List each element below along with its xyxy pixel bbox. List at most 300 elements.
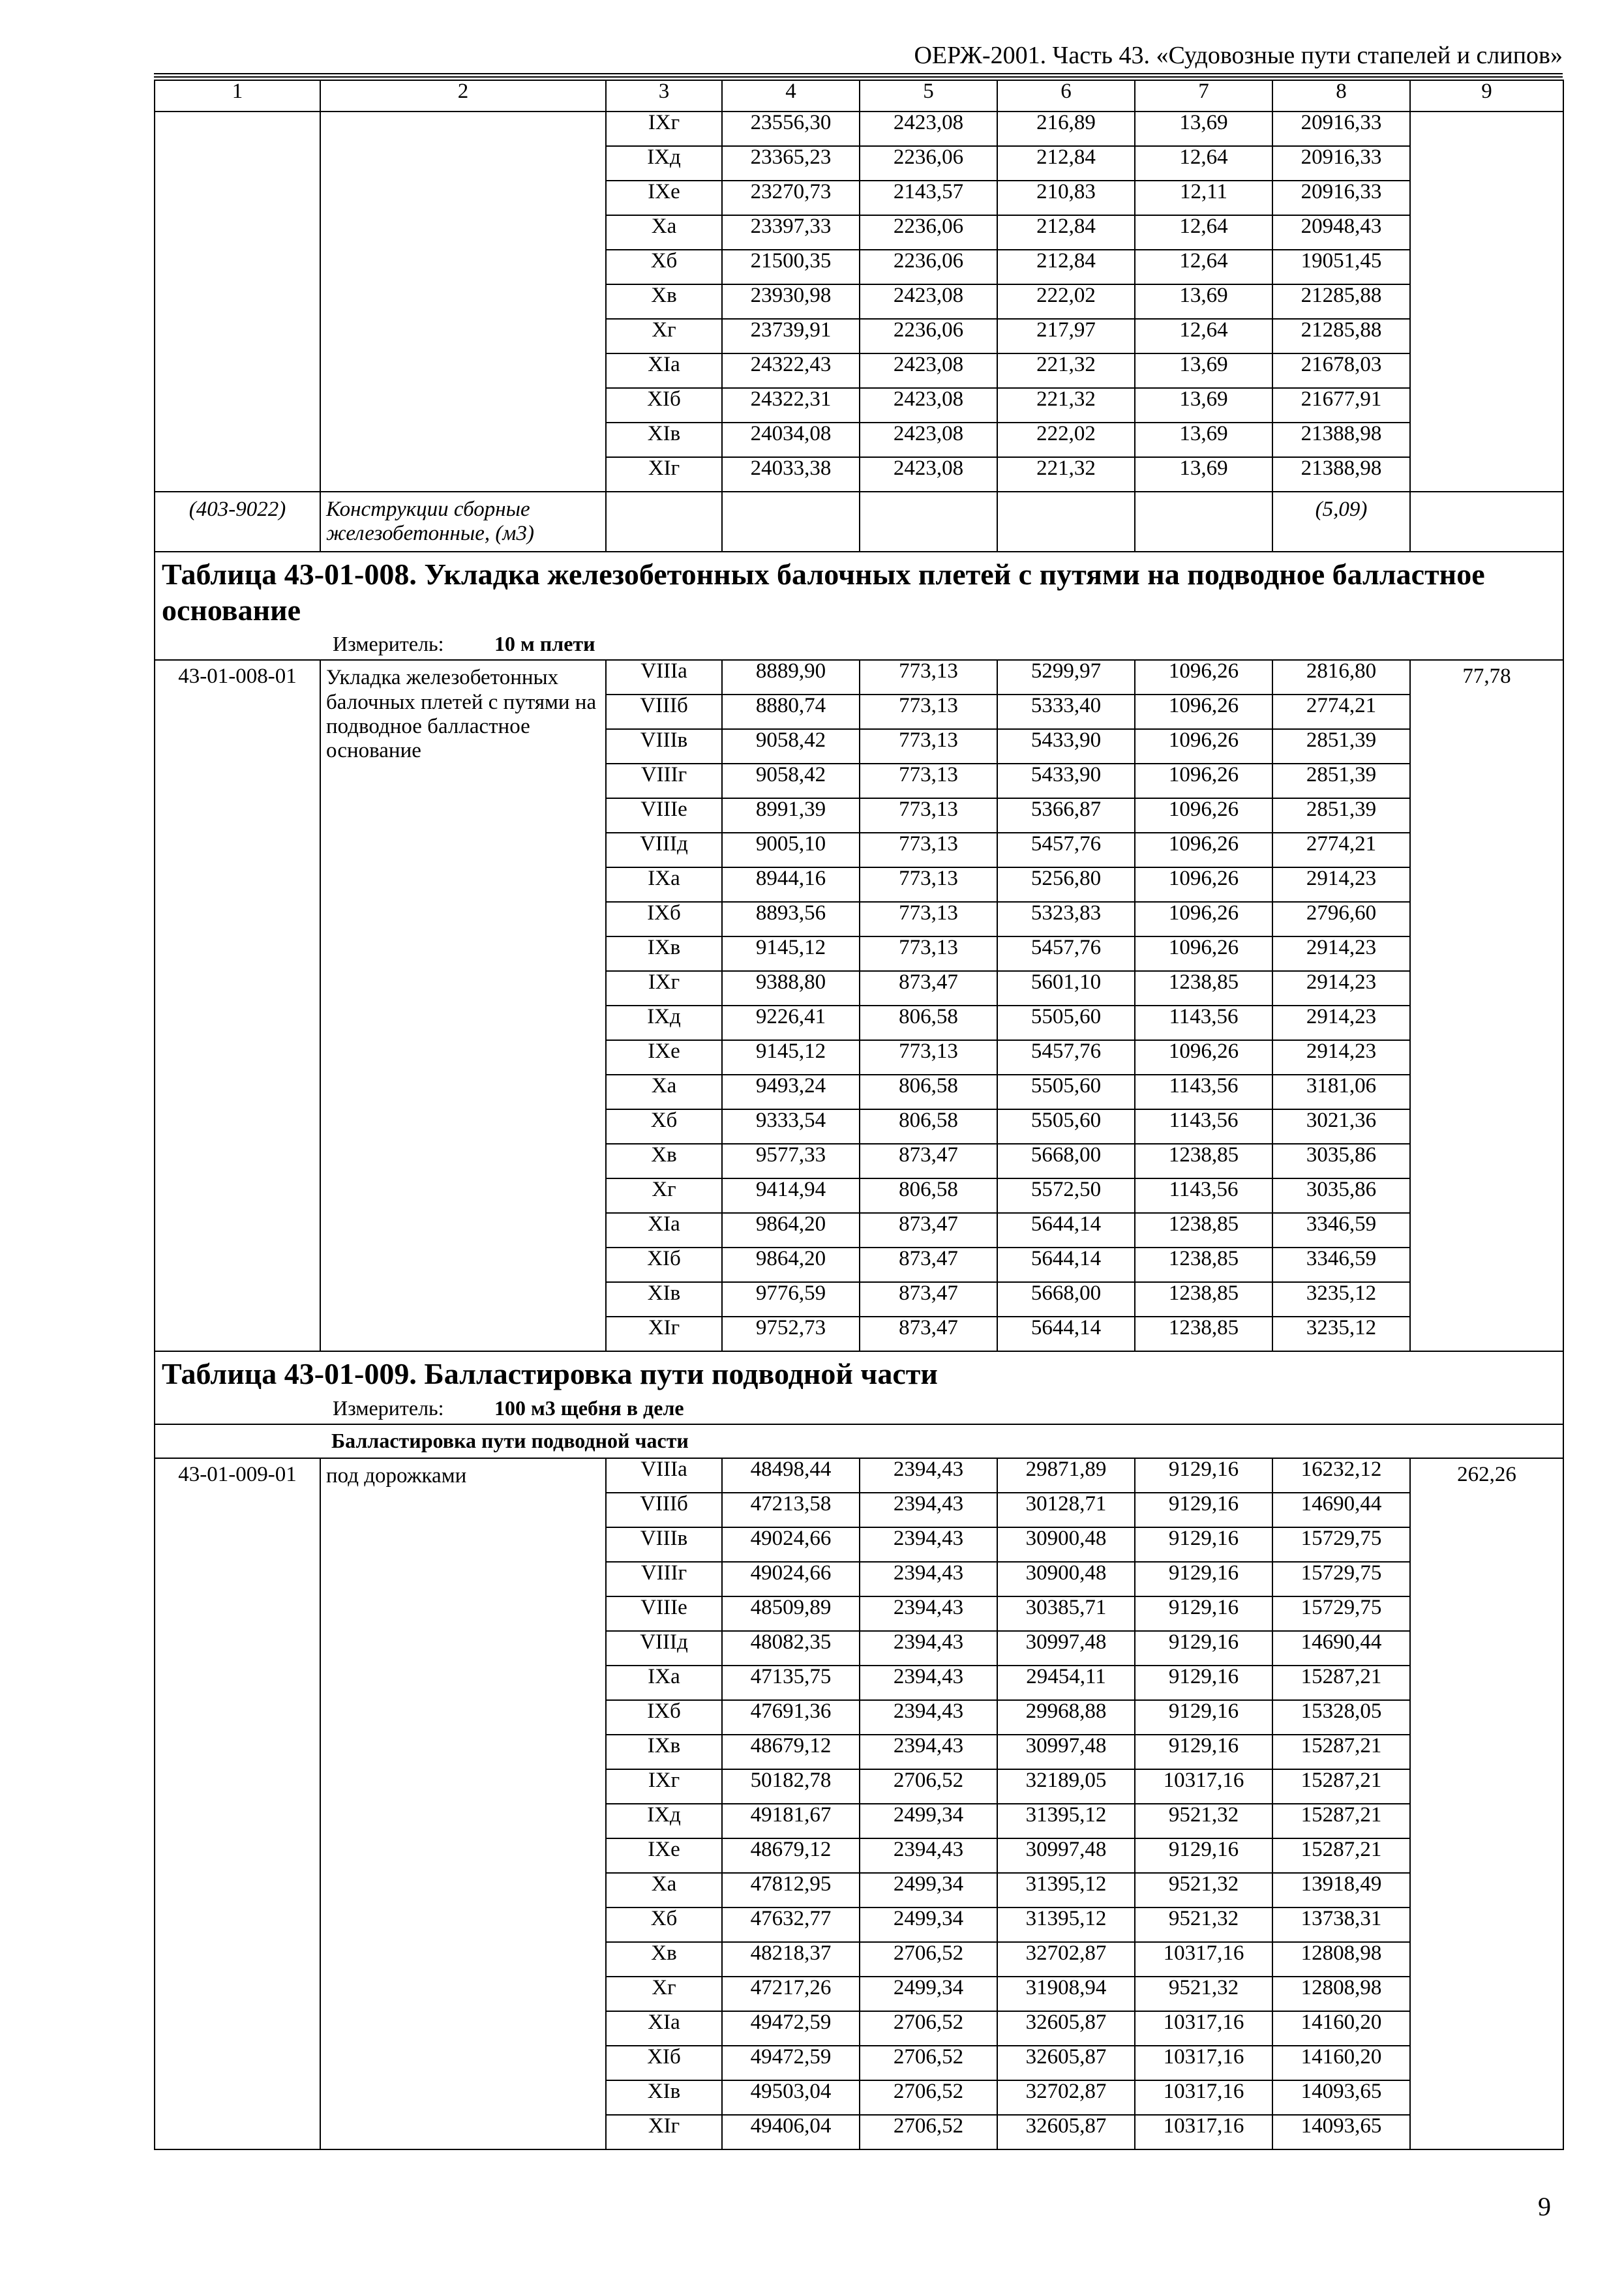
empty-cell [1410, 492, 1563, 552]
value-cell: 29454,11 [997, 1666, 1135, 1700]
value-cell: 222,02 [997, 284, 1135, 319]
value-cell: 222,02 [997, 423, 1135, 457]
value-cell: 9388,80 [722, 971, 860, 1006]
value-cell: 2774,21 [1272, 695, 1410, 729]
value-cell: 3346,59 [1272, 1213, 1410, 1248]
value-cell: 13,69 [1135, 112, 1272, 146]
value-cell: 23739,91 [722, 319, 860, 353]
value-cell: 806,58 [860, 1109, 997, 1144]
value-cell: 9005,10 [722, 833, 860, 867]
value-cell: 3021,36 [1272, 1109, 1410, 1144]
value-cell: 13,69 [1135, 353, 1272, 388]
zone-cell: IXг [606, 971, 722, 1006]
value-cell: 9058,42 [722, 764, 860, 798]
value-cell: 16232,12 [1272, 1458, 1410, 1493]
value-cell: 48679,12 [722, 1838, 860, 1873]
value-cell: 32605,87 [997, 2046, 1135, 2080]
value-cell: 20948,43 [1272, 215, 1410, 250]
value-cell: 773,13 [860, 1040, 997, 1075]
value-cell: 5256,80 [997, 867, 1135, 902]
value-cell: 21388,98 [1272, 423, 1410, 457]
value-cell: 1143,56 [1135, 1178, 1272, 1213]
code-cell: 43-01-009-01 [155, 1458, 320, 2149]
resource-name: Конструкции сборные железобетонные, (м3) [320, 492, 606, 552]
value-cell: 49181,67 [722, 1804, 860, 1838]
value-cell: 2423,08 [860, 284, 997, 319]
value-cell: 12,64 [1135, 215, 1272, 250]
zone-cell: VIIIа [606, 660, 722, 695]
value-cell: 13738,31 [1272, 1908, 1410, 1942]
zone-cell: XIг [606, 1317, 722, 1351]
value-cell: 12,64 [1135, 250, 1272, 284]
column-number: 7 [1135, 80, 1272, 112]
value-cell: 14093,65 [1272, 2080, 1410, 2115]
value-cell: 12,64 [1135, 319, 1272, 353]
value-cell: 3346,59 [1272, 1248, 1410, 1282]
value-cell: 773,13 [860, 867, 997, 902]
value-cell: 1238,85 [1135, 1282, 1272, 1317]
zone-cell: IXд [606, 1006, 722, 1040]
table-row [155, 660, 1563, 695]
value-cell: 5505,60 [997, 1006, 1135, 1040]
value-cell: 9058,42 [722, 729, 860, 764]
value-cell: 23270,73 [722, 181, 860, 215]
value-cell: 48082,35 [722, 1631, 860, 1666]
subtitle-row [155, 1424, 1563, 1458]
resource-value: (5,09) [1272, 492, 1410, 552]
value-cell: 20916,33 [1272, 112, 1410, 146]
value-cell: 1238,85 [1135, 971, 1272, 1006]
value-cell: 13918,49 [1272, 1873, 1410, 1908]
value-cell: 15287,21 [1272, 1804, 1410, 1838]
value-cell: 212,84 [997, 215, 1135, 250]
zone-cell: XIа [606, 1213, 722, 1248]
zone-cell: IXе [606, 181, 722, 215]
zone-cell: IXб [606, 1700, 722, 1735]
zone-cell: IXа [606, 867, 722, 902]
value-cell: 49024,66 [722, 1562, 860, 1596]
value-cell: 5668,00 [997, 1144, 1135, 1178]
value-cell: 13,69 [1135, 284, 1272, 319]
value-cell: 212,84 [997, 250, 1135, 284]
value-cell: 8944,16 [722, 867, 860, 902]
value-cell: 1096,26 [1135, 764, 1272, 798]
zone-cell: IXе [606, 1040, 722, 1075]
empty-cell [860, 492, 997, 552]
value-cell: 48498,44 [722, 1458, 860, 1493]
value-cell: 2394,43 [860, 1527, 997, 1562]
value-cell: 29968,88 [997, 1700, 1135, 1735]
value-cell: 2394,43 [860, 1838, 997, 1873]
value-cell: 873,47 [860, 971, 997, 1006]
value-cell: 24322,31 [722, 388, 860, 423]
value-cell: 773,13 [860, 936, 997, 971]
value-cell: 9521,32 [1135, 1908, 1272, 1942]
value-cell: 2914,23 [1272, 867, 1410, 902]
value-cell: 2851,39 [1272, 798, 1410, 833]
value-cell: 212,84 [997, 146, 1135, 181]
zone-cell: VIIIе [606, 1596, 722, 1631]
zone-cell: IXг [606, 112, 722, 146]
value-cell: 23365,23 [722, 146, 860, 181]
value-cell: 806,58 [860, 1006, 997, 1040]
value-cell: 9129,16 [1135, 1666, 1272, 1700]
value-cell: 9333,54 [722, 1109, 860, 1144]
value-cell: 5333,40 [997, 695, 1135, 729]
value-cell: 32702,87 [997, 1942, 1135, 1977]
value-cell: 5668,00 [997, 1282, 1135, 1317]
zone-cell: IXе [606, 1838, 722, 1873]
value-cell: 3235,12 [1272, 1282, 1410, 1317]
value-cell: 773,13 [860, 902, 997, 936]
value-cell: 2774,21 [1272, 833, 1410, 867]
value-cell: 210,83 [997, 181, 1135, 215]
value-cell: 2423,08 [860, 423, 997, 457]
value-cell: 12808,98 [1272, 1977, 1410, 2011]
value-cell: 9129,16 [1135, 1493, 1272, 1527]
table-title: Таблица 43-01-008. Укладка железобетонных балочных плетей с путями на подводное балластное основание [162, 558, 1485, 627]
zone-cell: Xб [606, 1109, 722, 1144]
zone-cell: XIб [606, 1248, 722, 1282]
value-cell: 5457,76 [997, 833, 1135, 867]
column-number: 1 [155, 80, 320, 112]
zone-cell: VIIIе [606, 798, 722, 833]
value-cell: 1096,26 [1135, 1040, 1272, 1075]
value-cell: 1096,26 [1135, 729, 1272, 764]
value-cell: 3181,06 [1272, 1075, 1410, 1109]
value-cell: 47213,58 [722, 1493, 860, 1527]
value-cell: 9129,16 [1135, 1838, 1272, 1873]
zone-cell: IXд [606, 146, 722, 181]
empty-cell [722, 492, 860, 552]
value-cell: 5433,90 [997, 764, 1135, 798]
value-cell: 873,47 [860, 1144, 997, 1178]
value-cell: 48679,12 [722, 1735, 860, 1769]
value-cell: 773,13 [860, 729, 997, 764]
value-cell: 2816,80 [1272, 660, 1410, 695]
value-cell: 49024,66 [722, 1527, 860, 1562]
page-number: 9 [1538, 2192, 1551, 2221]
value-cell: 15328,05 [1272, 1700, 1410, 1735]
value-cell: 2423,08 [860, 353, 997, 388]
value-cell: 3035,86 [1272, 1178, 1410, 1213]
value-cell: 2143,57 [860, 181, 997, 215]
zone-cell: XIа [606, 353, 722, 388]
value-cell: 9493,24 [722, 1075, 860, 1109]
value-cell: 21285,88 [1272, 284, 1410, 319]
value-cell: 221,32 [997, 388, 1135, 423]
resource-code: (403-9022) [155, 492, 320, 552]
value-cell: 5644,14 [997, 1317, 1135, 1351]
value-cell: 216,89 [997, 112, 1135, 146]
value-cell: 2914,23 [1272, 936, 1410, 971]
value-cell: 24033,38 [722, 457, 860, 492]
value-cell: 15287,21 [1272, 1735, 1410, 1769]
value-cell: 9129,16 [1135, 1562, 1272, 1596]
value-cell: 1096,26 [1135, 833, 1272, 867]
zone-cell: IXв [606, 936, 722, 971]
value-cell: 32605,87 [997, 2011, 1135, 2046]
value-cell: 5505,60 [997, 1109, 1135, 1144]
value-cell: 47217,26 [722, 1977, 860, 2011]
column-number-row [155, 80, 1563, 112]
value-cell: 5644,14 [997, 1248, 1135, 1282]
table-title: Таблица 43-01-009. Балластировка пути подводной части [162, 1357, 938, 1391]
value-cell: 2706,52 [860, 1942, 997, 1977]
table-title-row [155, 552, 1563, 660]
table-subtitle: Балластировка пути подводной части [331, 1428, 689, 1452]
rates-table [154, 80, 1564, 2150]
value-cell: 5433,90 [997, 729, 1135, 764]
value-cell: 15729,75 [1272, 1562, 1410, 1596]
value-cell: 1238,85 [1135, 1144, 1272, 1178]
value-cell: 2706,52 [860, 2115, 997, 2149]
value-cell: 32605,87 [997, 2115, 1135, 2149]
column-number: 3 [606, 80, 722, 112]
value-cell: 32189,05 [997, 1769, 1135, 1804]
value-cell: 1096,26 [1135, 936, 1272, 971]
zone-cell: Xв [606, 284, 722, 319]
value-cell: 221,32 [997, 457, 1135, 492]
zone-cell: VIIIд [606, 833, 722, 867]
value-cell: 20916,33 [1272, 181, 1410, 215]
value-cell: 9129,16 [1135, 1735, 1272, 1769]
value-cell: 13,69 [1135, 388, 1272, 423]
value-cell: 13,69 [1135, 423, 1272, 457]
value-cell: 2394,43 [860, 1735, 997, 1769]
zone-cell: Xа [606, 215, 722, 250]
value-cell: 773,13 [860, 833, 997, 867]
value-cell: 1096,26 [1135, 695, 1272, 729]
value-cell: 15729,75 [1272, 1596, 1410, 1631]
name-cell: Укладка железобетонных балочных плетей с путями на подводное балластное основание [320, 660, 606, 1351]
zone-cell: VIIIа [606, 1458, 722, 1493]
value-cell: 14690,44 [1272, 1493, 1410, 1527]
value-cell: 9864,20 [722, 1248, 860, 1282]
value-cell: 2394,43 [860, 1493, 997, 1527]
value-cell: 1143,56 [1135, 1075, 1272, 1109]
value-cell: 2423,08 [860, 388, 997, 423]
value-cell: 773,13 [860, 660, 997, 695]
value-cell: 2394,43 [860, 1631, 997, 1666]
value-cell: 2914,23 [1272, 1006, 1410, 1040]
measure-line [162, 631, 1556, 657]
value-cell: 1096,26 [1135, 798, 1272, 833]
empty-cell [606, 492, 722, 552]
value-cell: 5572,50 [997, 1178, 1135, 1213]
value-cell: 30900,48 [997, 1527, 1135, 1562]
value-cell: 15287,21 [1272, 1769, 1410, 1804]
col9-cell [1410, 112, 1563, 492]
value-cell: 29871,89 [997, 1458, 1135, 1493]
value-cell: 9129,16 [1135, 1458, 1272, 1493]
value-cell: 873,47 [860, 1248, 997, 1282]
value-cell: 2706,52 [860, 2046, 997, 2080]
value-cell: 5644,14 [997, 1213, 1135, 1248]
value-cell: 806,58 [860, 1178, 997, 1213]
value-cell: 31395,12 [997, 1873, 1135, 1908]
value-cell: 9776,59 [722, 1282, 860, 1317]
zone-cell: VIIIб [606, 695, 722, 729]
value-cell: 30128,71 [997, 1493, 1135, 1527]
value-cell: 1238,85 [1135, 1248, 1272, 1282]
page-header: ОЕРЖ-2001. Часть 43. «Судовозные пути стапелей и слипов» [914, 42, 1563, 69]
value-cell: 1238,85 [1135, 1317, 1272, 1351]
value-cell: 2499,34 [860, 1873, 997, 1908]
value-cell: 2914,23 [1272, 1040, 1410, 1075]
zone-cell: Xа [606, 1873, 722, 1908]
value-cell: 31908,94 [997, 1977, 1135, 2011]
value-cell: 9864,20 [722, 1213, 860, 1248]
value-cell: 21285,88 [1272, 319, 1410, 353]
zone-cell: IXа [606, 1666, 722, 1700]
name-cell [320, 112, 606, 492]
value-cell: 50182,78 [722, 1769, 860, 1804]
zone-cell: Xа [606, 1075, 722, 1109]
value-cell: 10317,16 [1135, 1942, 1272, 1977]
value-cell: 30997,48 [997, 1735, 1135, 1769]
value-cell: 873,47 [860, 1282, 997, 1317]
value-cell: 12,11 [1135, 181, 1272, 215]
zone-cell: Xг [606, 1977, 722, 2011]
value-cell: 9521,32 [1135, 1804, 1272, 1838]
value-cell: 49503,04 [722, 2080, 860, 2115]
column-number: 2 [320, 80, 606, 112]
value-cell: 1096,26 [1135, 867, 1272, 902]
empty-cell [1135, 492, 1272, 552]
zone-cell: Xв [606, 1942, 722, 1977]
table-row [155, 1458, 1563, 1493]
zone-cell: XIб [606, 388, 722, 423]
value-cell: 9129,16 [1135, 1700, 1272, 1735]
value-cell: 5457,76 [997, 1040, 1135, 1075]
value-cell: 14160,20 [1272, 2046, 1410, 2080]
value-cell: 30997,48 [997, 1631, 1135, 1666]
value-cell: 21500,35 [722, 250, 860, 284]
table-row [155, 112, 1563, 146]
column-number: 6 [997, 80, 1135, 112]
measure-label: Измеритель: [333, 1396, 444, 1420]
value-cell: 24322,43 [722, 353, 860, 388]
value-cell: 1096,26 [1135, 902, 1272, 936]
value-cell: 8889,90 [722, 660, 860, 695]
value-cell: 47135,75 [722, 1666, 860, 1700]
value-cell: 9414,94 [722, 1178, 860, 1213]
value-cell: 1143,56 [1135, 1006, 1272, 1040]
name-cell: под дорожками [320, 1458, 606, 2149]
value-cell: 2499,34 [860, 1804, 997, 1838]
value-cell: 10317,16 [1135, 2115, 1272, 2149]
zone-cell: XIв [606, 1282, 722, 1317]
value-cell: 5457,76 [997, 936, 1135, 971]
zone-cell: XIв [606, 2080, 722, 2115]
value-cell: 9752,73 [722, 1317, 860, 1351]
value-cell: 14093,65 [1272, 2115, 1410, 2149]
measure-line [162, 1395, 1556, 1421]
value-cell: 2236,06 [860, 215, 997, 250]
value-cell: 773,13 [860, 695, 997, 729]
zone-cell: VIIIв [606, 1527, 722, 1562]
value-cell: 9129,16 [1135, 1631, 1272, 1666]
value-cell: 49472,59 [722, 2011, 860, 2046]
value-cell: 8880,74 [722, 695, 860, 729]
value-cell: 806,58 [860, 1075, 997, 1109]
zone-cell: IXд [606, 1804, 722, 1838]
zone-cell: VIIIв [606, 729, 722, 764]
value-cell: 2851,39 [1272, 764, 1410, 798]
value-cell: 217,97 [997, 319, 1135, 353]
column-number: 9 [1410, 80, 1563, 112]
value-cell: 2796,60 [1272, 902, 1410, 936]
value-cell: 2851,39 [1272, 729, 1410, 764]
value-cell: 31395,12 [997, 1804, 1135, 1838]
value-cell: 9145,12 [722, 936, 860, 971]
value-cell: 15287,21 [1272, 1666, 1410, 1700]
value-cell: 1096,26 [1135, 660, 1272, 695]
zone-cell: Xг [606, 319, 722, 353]
value-cell: 23930,98 [722, 284, 860, 319]
value-cell: 2236,06 [860, 319, 997, 353]
zone-cell: IXг [606, 1769, 722, 1804]
value-cell: 23397,33 [722, 215, 860, 250]
col9-cell: 262,26 [1410, 1458, 1563, 2149]
value-cell: 5323,83 [997, 902, 1135, 936]
empty-cell [997, 492, 1135, 552]
value-cell: 48509,89 [722, 1596, 860, 1631]
value-cell: 2394,43 [860, 1562, 997, 1596]
zone-cell: IXб [606, 902, 722, 936]
column-number: 5 [860, 80, 997, 112]
value-cell: 2706,52 [860, 2080, 997, 2115]
value-cell: 15729,75 [1272, 1527, 1410, 1562]
value-cell: 773,13 [860, 764, 997, 798]
value-cell: 9577,33 [722, 1144, 860, 1178]
value-cell: 5601,10 [997, 971, 1135, 1006]
measure-value: 10 м плети [494, 632, 595, 656]
value-cell: 32702,87 [997, 2080, 1135, 2115]
value-cell: 21678,03 [1272, 353, 1410, 388]
value-cell: 221,32 [997, 353, 1135, 388]
value-cell: 10317,16 [1135, 2046, 1272, 2080]
value-cell: 2499,34 [860, 1908, 997, 1942]
value-cell: 2394,43 [860, 1458, 997, 1493]
value-cell: 873,47 [860, 1317, 997, 1351]
zone-cell: Xв [606, 1144, 722, 1178]
value-cell: 9129,16 [1135, 1527, 1272, 1562]
value-cell: 30385,71 [997, 1596, 1135, 1631]
value-cell: 873,47 [860, 1213, 997, 1248]
column-number: 8 [1272, 80, 1410, 112]
value-cell: 30900,48 [997, 1562, 1135, 1596]
value-cell: 2394,43 [860, 1700, 997, 1735]
value-cell: 2914,23 [1272, 971, 1410, 1006]
col9-cell: 77,78 [1410, 660, 1563, 1351]
value-cell: 2706,52 [860, 2011, 997, 2046]
value-cell: 9521,32 [1135, 1977, 1272, 2011]
value-cell: 3235,12 [1272, 1317, 1410, 1351]
value-cell: 19051,45 [1272, 250, 1410, 284]
value-cell: 14160,20 [1272, 2011, 1410, 2046]
value-cell: 12808,98 [1272, 1942, 1410, 1977]
value-cell: 9145,12 [722, 1040, 860, 1075]
zone-cell: Xб [606, 1908, 722, 1942]
value-cell: 8991,39 [722, 798, 860, 833]
zone-cell: VIIIд [606, 1631, 722, 1666]
measure-label: Измеритель: [333, 632, 444, 656]
value-cell: 21388,98 [1272, 457, 1410, 492]
value-cell: 47812,95 [722, 1873, 860, 1908]
value-cell: 48218,37 [722, 1942, 860, 1977]
